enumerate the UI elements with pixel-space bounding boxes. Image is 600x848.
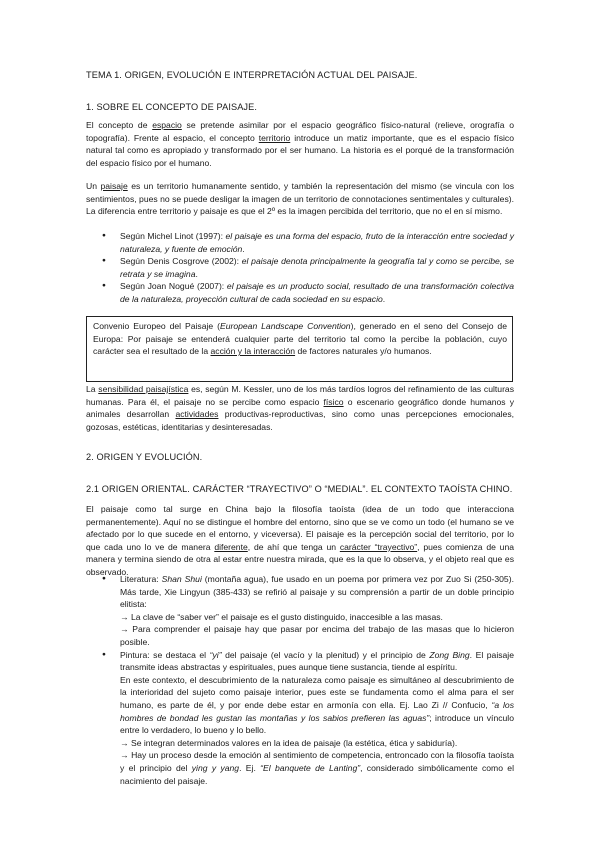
term-yi: “yi” <box>209 649 222 660</box>
text-run: o escenario geográfico donde humanos y animales desarrollan <box>86 396 514 420</box>
text-run: es un territorio humanamente sentido, y también la representación del mismo (se vincula con los sentimientos, pues no se puede desligar la imagen de un territorio de connotaciones sentimentales y culturales). La diferencia entre territorio y paisaje es que el 2º es la imagen percibida del territorio, que no el en sí mismo. <box>86 181 515 217</box>
text-run: Pintura: se destaca el <box>120 649 210 660</box>
text-run: Un <box>86 181 101 191</box>
text-run: del paisaje (el vacío y la plenitud) y el principio de <box>221 649 430 660</box>
arrow-point: → Para comprender el paisaje hay que pasar por encima del trabajo de las masas que lo hicieron posible. <box>120 624 514 647</box>
term-ying-yang: ying y yang <box>191 762 240 773</box>
arts-list <box>108 573 514 787</box>
text-run: La <box>86 384 99 394</box>
paragraph-espacio-territorio <box>86 119 514 169</box>
term-shan-shui: Shan Shui <box>161 574 202 584</box>
paragraph-sensibilidad <box>86 383 514 433</box>
text-run: Según Joan Nogué (2007): <box>120 281 227 292</box>
text-run: Según Michel Linot (1997): <box>120 231 226 241</box>
text-run: (montaña agua), fue usado en un poema por primera vez por Zuo Si (250-305). Más tarde, Xie Lingyun (385-433) se refirió al paisaje y su comprensión a partir de un doble principio elitista: <box>120 574 514 610</box>
convention-box <box>86 316 513 382</box>
text-run: es, según M. Kessler, uno de los más tardíos logros del refinamiento de las culturas humanas. Para él, el paisaje no se percibe como espacio <box>86 384 515 407</box>
term-actividades: actividades <box>175 409 219 420</box>
convention-title: European Landscape Convention <box>219 321 351 331</box>
text-run: En este contexto, el descubrimiento de la naturaleza como paisaje es simultáneo al descubrimiento de la interioridad del sujeto como paisaje interior, pues este se fundamenta como el alma para el ser humano, es parte de él, y por ende debe estar en armonía con ella. Ej. Lao Zi // Confucio, <box>120 674 514 710</box>
quote: “a los hombres de bondad les gustan las montañas y los sabios prefieren las aguas” <box>120 699 515 723</box>
term-espacio: espacio <box>152 120 182 130</box>
text-run: , pues comienza de una manera y termina siendo de otra al estar entre nuestra mirada, que es la que lo observa, y el objeto real que es observado. <box>86 541 515 577</box>
section-2-heading: 2. ORIGEN Y EVOLUCIÓN. <box>86 452 203 462</box>
term-banquete: “El banquete de Lanting” <box>260 762 361 773</box>
arrow-point: → Se integran determinados valores en la idea de paisaje (la estética, ética y sabiduría). <box>120 737 458 748</box>
list-item-cosgrove <box>108 255 514 280</box>
text-run: Según Denis Cosgrove (2002): <box>120 256 242 267</box>
section-1-heading: 1. SOBRE EL CONCEPTO DE PAISAJE. <box>86 102 258 112</box>
quote: el paisaje es un producto social, resultado de una transformación colectiva de la naturaleza, proyección cultural de cada sociedad en su espacio <box>120 281 514 304</box>
arrow-point: → La clave de “saber ver” el paisaje es el gusto distinguido, inaccesible a las masas. <box>120 611 443 622</box>
text-run: de factores naturales y/o humanos. <box>295 346 432 357</box>
quote: el paisaje denota principalmente la geografía tal y como se percibe, se retrata y se imagina <box>120 256 514 279</box>
term-caracter-trayectivo: carácter “trayectivo” <box>339 541 418 552</box>
text-run: Convenio Europeo del Paisaje ( <box>93 321 220 331</box>
quote: el paisaje es una forma del espacio, fruto de la interacción entre sociedad y naturaleza, y fuente de emoción <box>120 231 514 254</box>
paragraph-origen-oriental <box>86 503 514 579</box>
term-sensibilidad: sensibilidad paisajística <box>98 384 189 394</box>
text-run: ), generado en el seno del Consejo de Europa: Por paisaje se entenderá cualquier parte del territorio tal como la percibe la población, cuyo carácter sea el resultado de la <box>93 321 507 357</box>
term-zong-bing: Zong Bing <box>429 649 470 660</box>
text-run: ; introduce un vínculo entre lo verdadero, lo bueno y lo bello. <box>120 712 514 736</box>
subsection-2-1-heading: 2.1 ORIGEN ORIENTAL. CARÁCTER “TRAYECTIVO” O “MEDIAL”. EL CONTEXTO TAOÍSTA CHINO. <box>86 484 513 494</box>
term-fisico: físico <box>323 396 344 407</box>
text-run: , considerado simbólicamente como el nacimiento del paisaje. <box>120 762 514 786</box>
paragraph-paisaje <box>86 180 514 218</box>
text-run: . <box>242 243 245 254</box>
text-run: productivas-reproductivas, sino como unas percepciones emocionales, gozosas, estéticas, identitarias y desinteresadas. <box>86 409 515 432</box>
text-run: . Ej. <box>239 762 261 773</box>
text-run: El paisaje como tal surge en China bajo la filosofía taoísta (idea de un todo que interacciona permanentemente). Aquí no se distingue el hombre del entorno, sino que se ve como un todo (el humano se ve afectado por lo que sucede en el entorno, y viceversa). El paisaje es la percepción social del territorio, por lo que cada uno lo ve de manera <box>86 504 514 552</box>
list-item-nogue <box>108 280 514 305</box>
text-run: Literatura: <box>120 574 162 584</box>
term-diferente: diferente <box>214 541 248 552</box>
text-run: introduce un matiz importante, que es el espacio físico natural tal como es apropiado y transformado por el ser humano. La historia es el porqué de la transformación del espacio físico por el humano. <box>86 132 514 168</box>
list-item-linot <box>108 230 514 255</box>
text-run: . El paisaje transmite ideas abstractas y espirituales, pues aunque tiene sustancia, tiende al espíritu. <box>120 649 514 673</box>
convention-text <box>93 320 507 358</box>
text-run: → Hay un proceso desde la emoción al sentimiento de competencia, entroncado con la filosofía taoísta y el principio del <box>120 750 514 773</box>
text-run: , de ahí que tenga un <box>247 541 340 552</box>
document-title: TEMA 1. ORIGEN, EVOLUCIÓN E INTERPRETACIÓN ACTUAL DEL PAISAJE. <box>86 70 418 80</box>
text-run: se pretende asimilar por el espacio geográfico físico-natural (relieve, orografía o topografía). Frente al espacio, el concepto <box>86 120 514 143</box>
text-run: . <box>195 268 198 279</box>
text-run: El concepto de <box>86 120 153 130</box>
list-item-literatura <box>108 573 514 649</box>
term-paisaje: paisaje <box>100 181 128 191</box>
term-accion: acción y la interacción <box>210 346 296 357</box>
term-territorio: territorio <box>258 132 291 143</box>
text-run: . <box>382 293 386 304</box>
list-item-pintura <box>108 649 514 788</box>
definitions-list <box>108 230 514 306</box>
